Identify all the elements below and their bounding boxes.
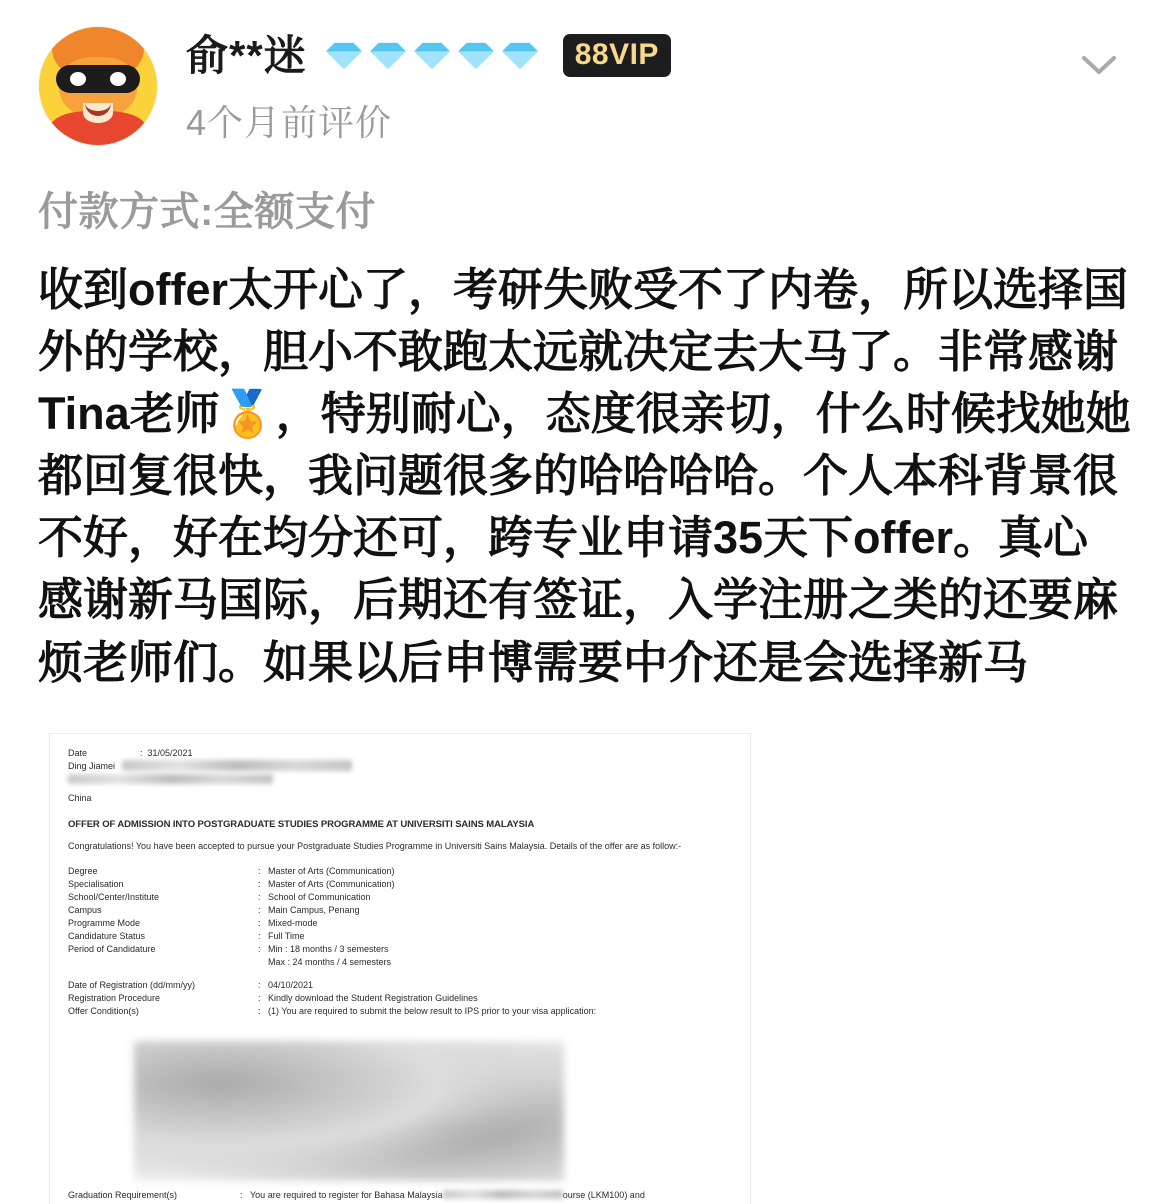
offer-recipient-name: Ding Jiamei (68, 760, 116, 771)
row-value: Kindly download the Student Registration Guidelines (268, 992, 478, 1003)
offer-title: OFFER OF ADMISSION INTO POSTGRADUATE STUDIES PROGRAMME AT UNIVERSITI SAINS MALAYSIA (68, 818, 535, 830)
table-row (68, 979, 732, 992)
row-colon: : (258, 879, 261, 890)
offer-details-table (68, 865, 732, 969)
row-colon: : (258, 905, 261, 916)
row-colon: : (240, 1189, 243, 1200)
row-colon: : (258, 892, 261, 903)
row-label: School/Center/Institute (68, 892, 160, 903)
offer-date-row (68, 748, 732, 758)
chevron-down-icon[interactable] (1072, 38, 1126, 92)
name-row (186, 31, 1132, 79)
row-label (68, 956, 258, 969)
diamond-icon (501, 41, 539, 71)
offer-letter-content (50, 734, 750, 1186)
offer-footer-row (68, 1190, 728, 1200)
row-value: Max : 24 months / 4 semesters (268, 957, 392, 968)
redacted-address-line-1 (122, 760, 352, 771)
row-value: Master of Arts (Communication) (268, 879, 395, 890)
row-label: Graduation Requirement(s) (68, 1189, 178, 1200)
row-label: Campus (68, 905, 102, 916)
row-value: (1) You are required to submit the below result to IPS prior to your visa application: (268, 1005, 597, 1016)
row-label: Registration Procedure (68, 992, 161, 1003)
redacted-document-region (134, 1041, 564, 1181)
review-body-text: 收到offer太开心了，考研失败受不了内卷，所以选择国外的学校，胆小不敢跑太远就决定去大马了。非常感谢Tina老师🏅，特别耐心，态度很亲切，什么时候找她她都回复很快，我问题很多的哈哈哈哈。个人本科背景很不好，好在均分还可，跨专业申请35天下offer。真心感谢新马国际，后期还有签证，入学注册之类的还要麻烦老师们。如果以后申博需要中介还是会选择新马 (38, 264, 1131, 688)
row-value: Master of Arts (Communication) (268, 866, 395, 877)
review-header (38, 0, 1132, 146)
table-row (68, 1005, 732, 1018)
offer-date-label: Date (68, 747, 88, 758)
table-row (68, 865, 732, 878)
table-row (68, 917, 732, 930)
diamond-rating (325, 41, 539, 71)
offer-registration-table (68, 979, 732, 1018)
table-row (68, 992, 732, 1005)
row-label: Degree (68, 866, 98, 877)
row-label: Period of Candidature (68, 944, 156, 955)
row-colon: : (258, 866, 261, 877)
row-label: Programme Mode (68, 918, 141, 929)
review-time: 4个月前评价 (186, 102, 393, 143)
table-row (68, 956, 732, 969)
payment-method: 付款方式:全额支付 (38, 190, 376, 234)
row-value: 04/10/2021 (268, 979, 314, 990)
offer-date-colon: : (140, 747, 148, 758)
row-colon: : (258, 931, 261, 942)
row-value: Mixed-mode (268, 918, 318, 929)
review-attachment-image[interactable] (50, 734, 750, 1204)
redacted-footer-text (443, 1190, 563, 1199)
row-value: You are required to register for Bahasa Malaysia (250, 1189, 443, 1200)
offer-recipient-block (68, 760, 732, 803)
table-row (68, 904, 732, 917)
row-colon (258, 956, 268, 969)
row-colon: : (258, 918, 261, 929)
row-colon: : (258, 1005, 261, 1016)
row-label: Specialisation (68, 879, 124, 890)
user-name: 俞**迷 (186, 31, 307, 79)
diamond-icon (325, 41, 363, 71)
row-colon: : (258, 992, 261, 1003)
avatar-mask (56, 65, 140, 93)
row-label: Date of Registration (dd/mm/yy) (68, 979, 196, 990)
avatar-eye-left (70, 72, 86, 86)
row-colon: : (258, 979, 261, 990)
table-row (68, 891, 732, 904)
table-row (68, 878, 732, 891)
row-value: Min : 18 months / 3 semesters (268, 944, 389, 955)
avatar[interactable] (38, 26, 158, 146)
offer-date-value: 31/05/2021 (147, 747, 193, 758)
row-value: School of Communication (268, 892, 371, 903)
avatar-eye-right (110, 72, 126, 86)
row-colon: : (258, 944, 261, 955)
diamond-icon (457, 41, 495, 71)
status-badge-88vip: 88VIP (563, 34, 671, 77)
diamond-icon (413, 41, 451, 71)
row-value-continued: ourse (LKM100) and (562, 1189, 645, 1200)
diamond-icon (369, 41, 407, 71)
redacted-address-line-2 (68, 774, 273, 784)
row-label: Offer Condition(s) (68, 1005, 139, 1016)
row-value: Main Campus, Penang (268, 905, 360, 916)
offer-country: China (68, 792, 92, 803)
row-value: Full Time (268, 931, 305, 942)
header-text-block (186, 26, 1132, 146)
table-row (68, 930, 732, 943)
row-label: Candidature Status (68, 931, 146, 942)
table-row (68, 943, 732, 956)
offer-intro: Congratulations! You have been accepted to pursue your Postgraduate Studies Programme in Universiti Sains Malaysia. Details of the offer are as follow:- (68, 840, 682, 851)
